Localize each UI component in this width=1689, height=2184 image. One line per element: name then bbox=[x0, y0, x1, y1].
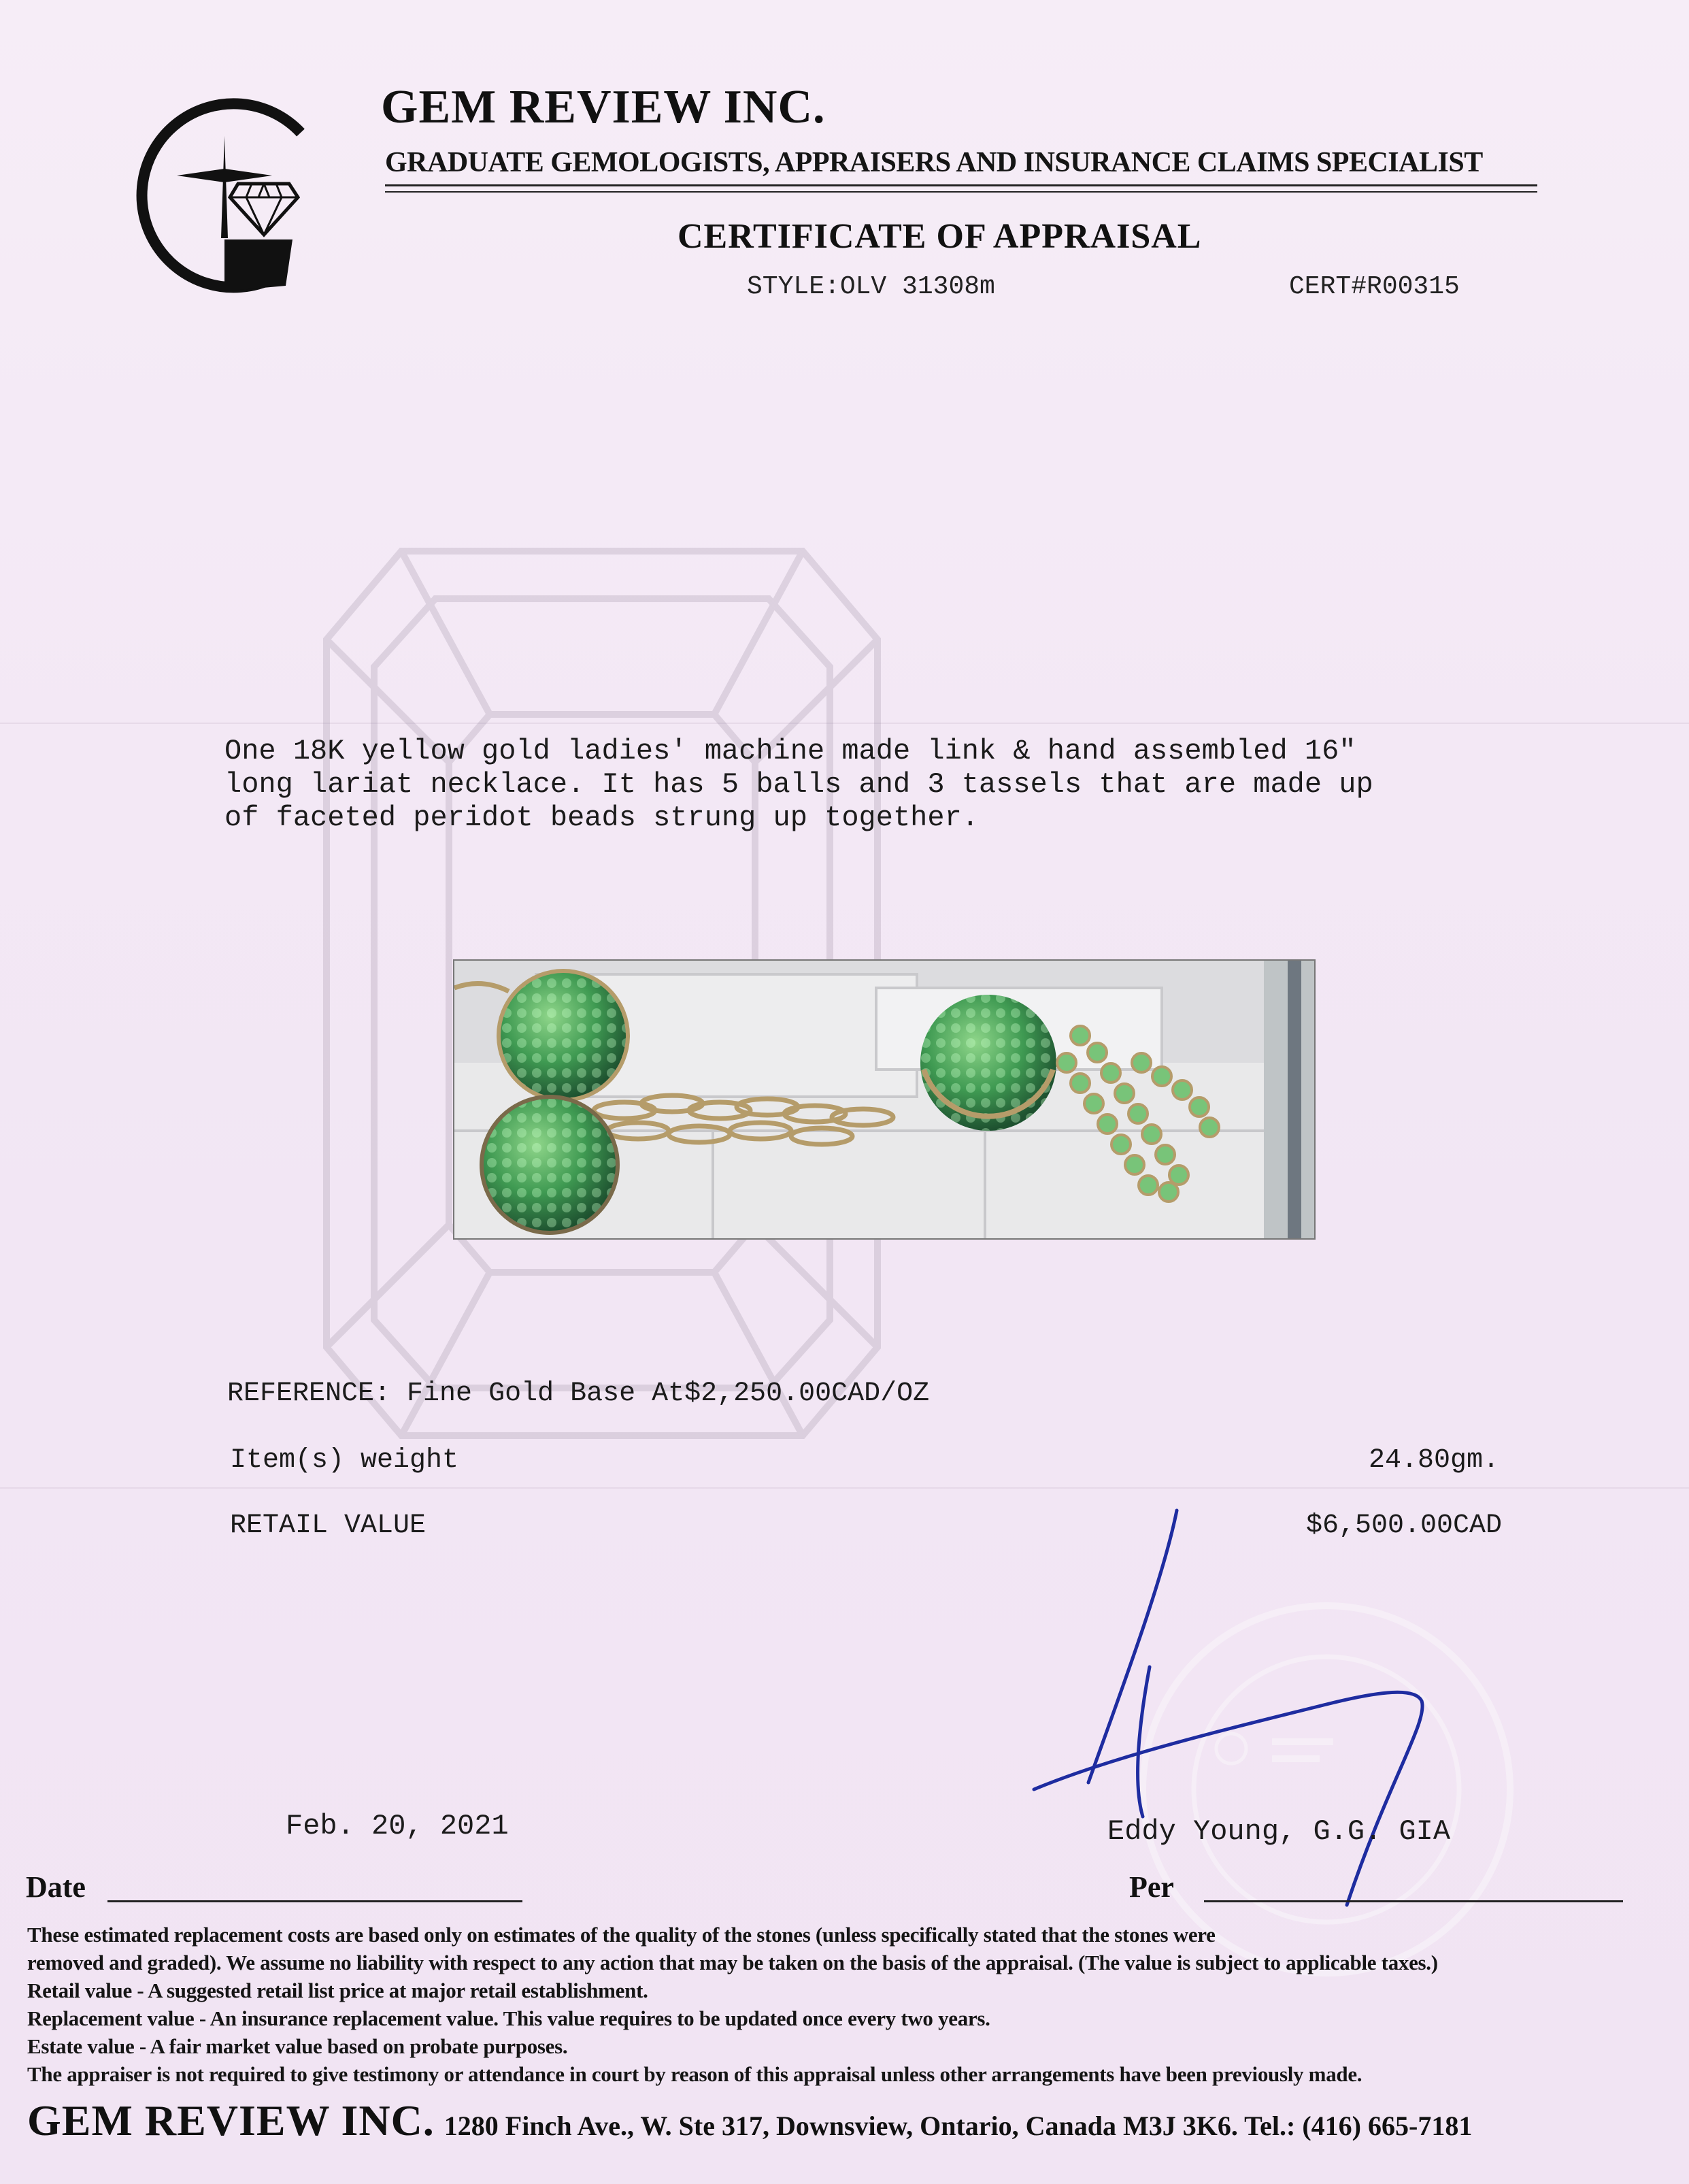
company-name: GEM REVIEW INC. bbox=[381, 81, 826, 133]
per-label: Per bbox=[1129, 1870, 1174, 1904]
disclaimer-line: The appraiser is not required to give testimony or attendance in court by reason of this appraisal unless other arrangements have been previously made. bbox=[27, 2062, 1362, 2086]
weight-value: 24.80gm. bbox=[1368, 1445, 1499, 1476]
certificate-title: CERTIFICATE OF APPRAISAL bbox=[678, 217, 1202, 256]
item-description: One 18K yellow gold ladies' machine made link & hand assembled 16" long lariat necklace. It has 5 balls and 3 tassels that are made up of faceted peridot beads strung up together. bbox=[224, 735, 1373, 834]
appraiser-signature bbox=[1007, 1497, 1496, 1919]
disclaimer-line: These estimated replacement costs are based only on estimates of the quality of the stones (unless specifically stated that the stones were bbox=[27, 1923, 1216, 1947]
style-code: STYLE:OLV 31308m bbox=[747, 272, 995, 301]
company-tagline: GRADUATE GEMOLOGISTS, APPRAISERS AND INSURANCE CLAIMS SPECIALIST bbox=[385, 147, 1483, 178]
company-logo-icon bbox=[122, 95, 327, 299]
weight-label: Item(s) weight bbox=[230, 1445, 459, 1476]
disclaimer-line: removed and graded). We assume no liability with respect to any action that may be taken on the basis of the appraisal. (The value is subject to applicable taxes.) bbox=[27, 1951, 1438, 1974]
appraisal-date: Feb. 20, 2021 bbox=[286, 1810, 509, 1842]
disclaimer-line: Estate value - A fair market value based on probate purposes. bbox=[27, 2034, 568, 2058]
footer-company-name: GEM REVIEW INC. bbox=[27, 2096, 435, 2145]
necklace-photo-icon bbox=[454, 961, 1314, 1238]
necklace-photo bbox=[453, 959, 1316, 1240]
date-label: Date bbox=[26, 1870, 86, 1904]
per-signature-line bbox=[1204, 1900, 1623, 1902]
footer bbox=[27, 2096, 1472, 2146]
retail-value-amount: $6,500.00CAD bbox=[1305, 1510, 1502, 1541]
disclaimer-line: Retail value - A suggested retail list price at major retail establishment. bbox=[27, 1979, 648, 2002]
certificate-number: CERT#R00315 bbox=[1289, 272, 1460, 301]
header-divider bbox=[385, 184, 1537, 186]
appraiser-name: Eddy Young, G.G. GIA bbox=[1107, 1815, 1451, 1848]
header-divider bbox=[385, 191, 1537, 193]
paper-fold bbox=[0, 1487, 1689, 1489]
gold-reference: REFERENCE: Fine Gold Base At$2,250.00CAD/OZ bbox=[227, 1378, 930, 1409]
disclaimer-line: Replacement value - An insurance replacement value. This value requires to be updated once every two years. bbox=[27, 2006, 990, 2030]
retail-value-label: RETAIL VALUE bbox=[230, 1510, 427, 1541]
date-signature-line bbox=[107, 1900, 522, 1902]
footer-address: 1280 Finch Ave., W. Ste 317, Downsview, Ontario, Canada M3J 3K6. Tel.: (416) 665-7181 bbox=[444, 2111, 1473, 2141]
